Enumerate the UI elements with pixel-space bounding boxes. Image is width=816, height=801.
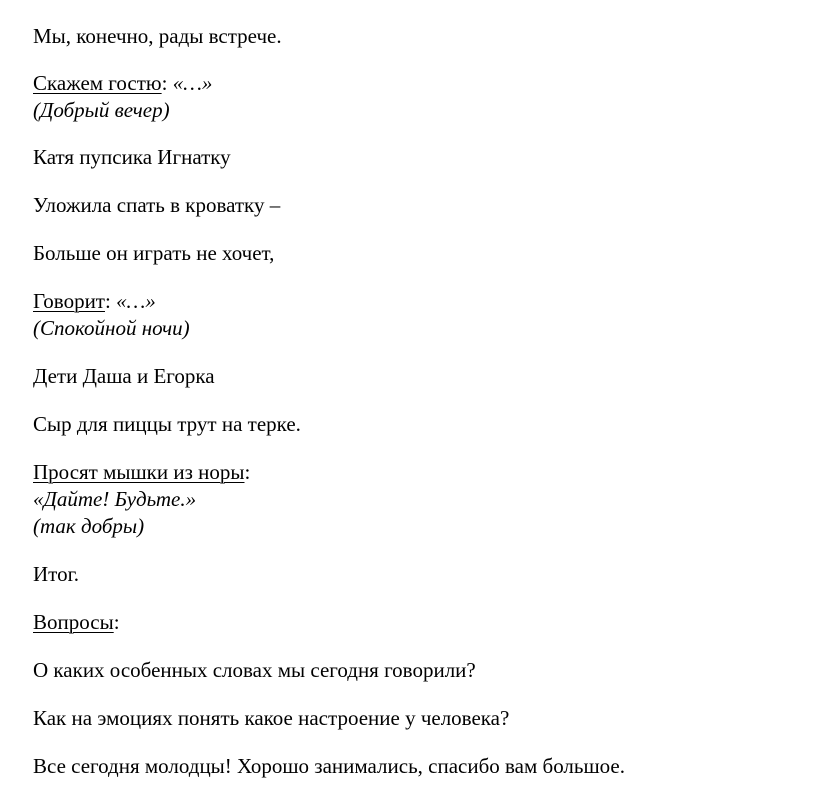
colon: :: [113, 610, 120, 634]
text-line: Уложила спать в кроватку –: [33, 193, 281, 217]
closing-line: Все сегодня молодцы! Хорошо занимались, спасибо вам большое.: [33, 754, 625, 778]
quote-placeholder: «…»: [172, 71, 213, 95]
answer-line: (Добрый вечер): [33, 98, 170, 122]
questions-heading: [33, 610, 120, 634]
text-line: Катя пупсика Игнатку: [33, 145, 231, 169]
colon: :: [104, 289, 111, 313]
text-line: Дети Даша и Егорка: [33, 364, 215, 388]
quote-line: «Дайте! Будьте.»: [33, 487, 197, 511]
text-line: Мы, конечно, рады встрече.: [33, 24, 282, 48]
text-line: Итог.: [33, 562, 80, 586]
answer-line: (так добры): [33, 514, 145, 538]
text-line: Больше он играть не хочет,: [33, 241, 275, 265]
colon: :: [244, 460, 251, 484]
underlined-label: Говорит: [33, 289, 105, 313]
colon: :: [161, 71, 168, 95]
text-line-say-to-guest: [33, 71, 212, 95]
answer-line: (Спокойной ночи): [33, 316, 190, 340]
underlined-label: Просят мышки из норы: [33, 460, 245, 484]
question-line: Как на эмоциях понять какое настроение у человека?: [33, 706, 510, 730]
underlined-label: Скажем гостю: [33, 71, 162, 95]
text-line-mice-ask: [33, 460, 250, 484]
document-page: [33, 0, 803, 801]
underlined-label: Вопросы: [33, 610, 114, 634]
question-line: О каких особенных словах мы сегодня говорили?: [33, 658, 476, 682]
text-line-says: [33, 289, 156, 313]
quote-placeholder: «…»: [116, 289, 156, 313]
text-line: Сыр для пиццы трут на терке.: [33, 412, 301, 436]
